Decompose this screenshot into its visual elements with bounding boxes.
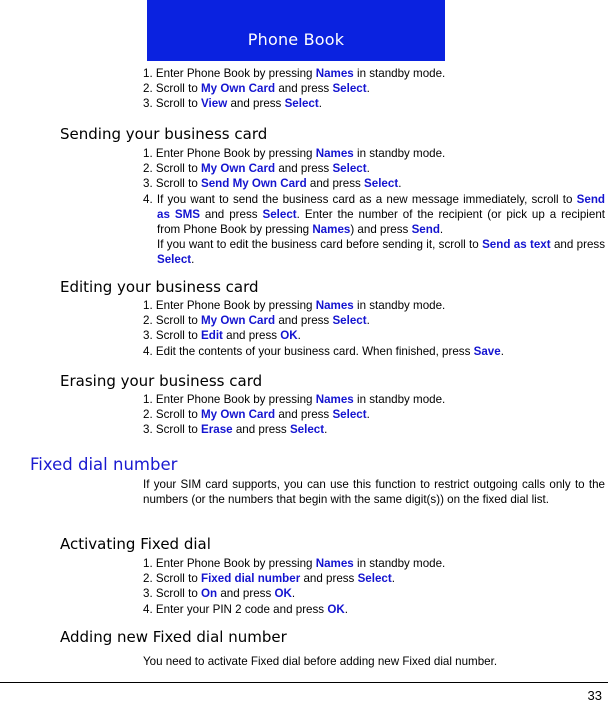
- step-text: in standby mode.: [353, 147, 446, 160]
- step-item: [143, 602, 445, 617]
- step-text: .: [291, 587, 296, 601]
- step-text: .: [500, 344, 504, 358]
- menu-keyword: OK: [327, 602, 345, 616]
- menu-keyword: Select: [332, 162, 367, 176]
- step-item: [143, 176, 605, 191]
- step-text: and press: [227, 97, 285, 111]
- step-item: [143, 422, 445, 437]
- menu-keyword: Save: [473, 344, 501, 358]
- step-text: .: [191, 253, 195, 267]
- step-text: in standby mode.: [353, 557, 446, 570]
- step-item: [143, 586, 445, 601]
- step-item: [143, 298, 504, 313]
- step-text: and press: [300, 572, 358, 586]
- menu-keyword: Select: [157, 253, 192, 267]
- section-heading-erasing: Erasing your business card: [60, 372, 263, 390]
- menu-keyword: Select: [357, 572, 392, 586]
- step-item: [143, 344, 504, 359]
- activating-steps: [143, 556, 445, 617]
- step-text: 3. Scroll to: [143, 177, 201, 191]
- step-text: . Enter the number of the recipient (or pick up a recipient from Phone Book by pressing: [157, 207, 605, 237]
- step-text: .: [391, 572, 395, 586]
- step-text: and press: [550, 238, 606, 252]
- step-text: in standby mode.: [353, 67, 446, 80]
- menu-keyword: Names: [312, 223, 351, 237]
- step-text: 3. Scroll to: [143, 587, 201, 601]
- step-text: 3. Scroll to: [143, 97, 201, 111]
- step-text: and press: [275, 314, 333, 328]
- step-item: [143, 556, 445, 571]
- menu-keyword: Send My Own Card: [201, 177, 307, 191]
- menu-keyword: View: [201, 97, 228, 111]
- menu-keyword: My Own Card: [201, 82, 276, 96]
- step-text: 1. Enter Phone Book by pressing: [143, 557, 316, 570]
- step-text: 1. Enter Phone Book by pressing: [143, 147, 316, 160]
- step-item: [143, 407, 445, 422]
- menu-keyword: OK: [280, 329, 298, 343]
- step-text: 1. Enter Phone Book by pressing: [143, 67, 316, 80]
- step-text: and press: [217, 587, 275, 601]
- step-text: and press: [275, 162, 333, 176]
- menu-keyword: On: [201, 587, 218, 601]
- step-text: in standby mode.: [353, 393, 446, 406]
- step-text: ) and press: [350, 223, 412, 237]
- step-text: 2. Scroll to: [143, 572, 201, 586]
- chapter-heading-fixed-dial: Fixed dial number: [30, 455, 178, 474]
- menu-keyword: My Own Card: [201, 314, 276, 328]
- step-text: 2. Scroll to: [143, 408, 201, 422]
- step-text: .: [398, 177, 402, 191]
- step-item: [143, 192, 605, 268]
- sending-steps: [143, 146, 605, 268]
- footer-divider: [0, 682, 608, 683]
- page-header-banner: [147, 0, 445, 61]
- step-text: and press: [222, 329, 281, 343]
- menu-keyword: Send as text: [482, 238, 551, 252]
- step-text: .: [318, 97, 322, 111]
- menu-keyword: My Own Card: [201, 408, 276, 422]
- step-text: .: [366, 82, 370, 96]
- menu-keyword: Send: [411, 223, 440, 237]
- menu-keyword: Names: [315, 147, 354, 160]
- editing-steps: [143, 298, 504, 359]
- menu-keyword: Erase: [201, 423, 233, 437]
- step-text: and press: [275, 82, 333, 96]
- step-text: .: [366, 314, 370, 328]
- step-text: 2. Scroll to: [143, 162, 201, 176]
- menu-keyword: Select: [289, 423, 325, 437]
- menu-keyword: Select: [364, 177, 399, 191]
- menu-keyword: Select: [332, 408, 367, 422]
- menu-keyword: Names: [315, 557, 354, 570]
- menu-keyword: Send as SMS: [157, 192, 605, 221]
- menu-keyword: Select: [332, 82, 367, 96]
- step-text: 1. Enter Phone Book by pressing: [143, 299, 316, 312]
- step-text: .: [344, 602, 348, 616]
- step-text: and press: [232, 423, 290, 437]
- erasing-steps: [143, 392, 445, 438]
- menu-keyword: My Own Card: [201, 162, 276, 176]
- step-text: .: [324, 423, 328, 437]
- step-item: [143, 161, 605, 176]
- menu-keyword: Edit: [201, 329, 223, 343]
- section-heading-editing: Editing your business card: [60, 278, 259, 296]
- header-title: Phone Book: [247, 30, 345, 49]
- step-text: in standby mode.: [353, 299, 446, 312]
- step-text: 2. Scroll to: [143, 314, 201, 328]
- section-heading-adding: Adding new Fixed dial number: [60, 628, 287, 646]
- step-item: [143, 313, 504, 328]
- step-text: 3. Scroll to: [143, 329, 201, 343]
- menu-keyword: Select: [262, 207, 297, 221]
- step-item: [143, 96, 445, 111]
- step-text: and press: [199, 207, 263, 221]
- step-text: 2. Scroll to: [143, 82, 201, 96]
- step-item: [143, 146, 605, 161]
- step-text: 4. Enter your PIN 2 code and press: [143, 602, 328, 616]
- menu-keyword: Fixed dial number: [201, 572, 301, 586]
- step-text: 4. Edit the contents of your business card. When finished, press: [143, 344, 474, 358]
- step-text: .: [439, 223, 444, 237]
- step-text: 3. Scroll to: [143, 423, 201, 437]
- step-item: [143, 66, 445, 81]
- step-item: [143, 328, 504, 343]
- menu-keyword: Names: [315, 67, 354, 80]
- section-heading-sending: Sending your business card: [60, 125, 268, 143]
- own-card-view-steps: [143, 66, 445, 112]
- section-heading-activating: Activating Fixed dial: [60, 535, 211, 553]
- menu-keyword: Select: [332, 314, 367, 328]
- adding-note: You need to activate Fixed dial before adding new Fixed dial number.: [143, 655, 498, 668]
- step-item: [143, 571, 445, 586]
- page-number: 33: [587, 688, 602, 703]
- menu-keyword: OK: [274, 587, 292, 601]
- menu-keyword: Names: [315, 299, 354, 312]
- menu-keyword: Select: [284, 97, 319, 111]
- step-text: If you want to edit the business card before sending it, scroll to: [157, 238, 483, 252]
- step-item: [143, 392, 445, 407]
- step-item: [143, 81, 445, 96]
- step-text: and press: [306, 177, 365, 191]
- menu-keyword: Names: [315, 393, 354, 406]
- step-text: 4. If you want to send the business card as a new message immediately, scroll to: [143, 192, 577, 206]
- step-text: .: [366, 408, 370, 422]
- step-text: .: [297, 329, 301, 343]
- step-text: .: [366, 162, 370, 176]
- step-text: 1. Enter Phone Book by pressing: [143, 393, 316, 406]
- step-text: and press: [275, 408, 333, 422]
- fixed-dial-intro: If your SIM card supports, you can use this function to restrict outgoing calls only to the numbers (or the numbers that begin with the same digit(s)) on the fixed dial list.: [143, 478, 605, 506]
